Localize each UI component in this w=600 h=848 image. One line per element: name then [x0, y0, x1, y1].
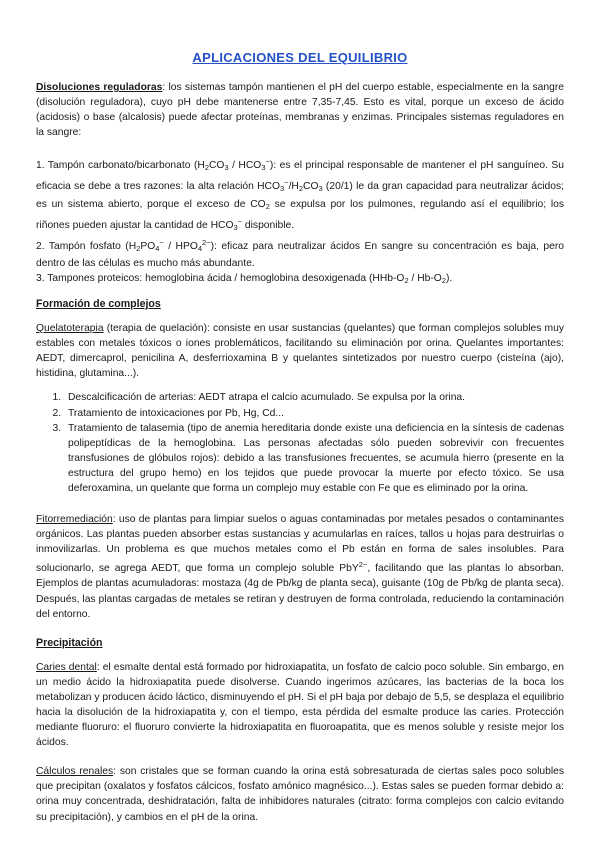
buffer-item-carbonate: 1. Tampón carbonato/bicarbonato $(H_2CO_3 / HCO_3^-)$: es el principal responsable de mantener el pH sanguíneo. Su eficacia se debe a tres razones: la alta relación $HCO_3^-/H_2CO_3$ (20/1) le da gran capacidad para neutralizar ácidos; es un sistema abierto, porque el exceso de $CO_2$ se expulsa por los pulmones, regulando así el equilibrio; los riñones pueden ajustar la cantidad de $HCO_3^-$ disponible.: [36, 157, 565, 232]
phytoremediation-paragraph: Fitorremediación: uso de plantas para limpiar suelos o aguas contaminadas por metales pesados o contaminantes orgánicos. Las plantas pueden absorber estas sustancias y acumularlas en raíces, tallos u hojas para destruirlas o inmovilizarlas. Un problema es que muchos metales como el Pb están en forma de sales insolubles. Para solucionarlo, se agrega AEDT, que forma un complejo soluble PbY$^{2-}$, facilitando que las plantas lo absorban. Ejemplos de plantas acumuladoras: mostaza (4g de Pb/kg de planta seca), guisante (10g de Pb/kg de planta seca). Después, las plantas cargadas de metales se retiran y destruyen de forma controlada, reduciendo la contaminación del entorno.: [36, 514, 564, 620]
caries-paragraph: Caries dental: el esmalte dental está formado por hidroxiapatita, un fosfato de calcio poco soluble. Sin embargo, en un medio ácido la hidroxiapatita puede disolverse. Cuando ingerimos azúcares, las bacterias de la boca los metabolizan y producen ácido láctico, disminuyendo el pH. Si el pH baja por debajo de 5,5, se desplaza el equilibrio hacia la disolución de la hidroxiapatita y, con el tiempo, esta pérdida del esmalte produce las caries. Protección mediante fluoruro: el fluoruro convierte la hidroxiapatita en fluoroapatita, que es menos soluble y resiste mejor los ácidos.: [36, 661, 564, 749]
buffer-intro-paragraph: Disoluciones reguladoras: los sistemas tampón mantienen el pH del cuerpo estable, especialmente en la sangre (disolución reguladora), cuyo pH debe mantenerse entre 7,35-7,45. Esto es vital, porque un exceso de ácido (acidosis) o base (alcalosis) puede afectar proteínas, membranas y enzimas. Principales sistemas reguladores en la sangre:: [36, 82, 564, 139]
term-disoluciones-reguladoras: Disoluciones reguladoras: [36, 82, 163, 93]
document-page: [36, 50, 564, 825]
term-quelatoterapia: Quelatoterapia: [36, 323, 104, 335]
document-title: APLICACIONES DEL EQUILIBRIO: [192, 50, 408, 65]
chelation-paragraph: Quelatoterapia (terapia de quelación): consiste en usar sustancias (quelantes) que forman complejos solubles muy estables con metales tóxicos o iones problemáticos, facilitando su eliminación por orina. Quelantes importantes: AEDT, dimercaprol, penicilina A, desferrioxamina B y quelantes sintetizados por nuestro cuerpo (cisteína (ajo), histidina, glutamina...).: [36, 323, 564, 380]
list-item: 1. Descalcificación de arterias: AEDT atrapa el calcio acumulado. Se expulsa por la orina.: [64, 390, 564, 405]
list-item: 3. Tratamiento de talasemia (tipo de anemia hereditaria donde existe una deficiencia en la síntesis de cadenas polipeptídicas de la hemoglobina. Las personas afectadas sólo pueden sobrevivir con frecuentes transfusiones de glóbulos rojos): debido a las transfusiones frecuentes, se acumula hierro (presente en la estructura del grupo hemo) en los tejidos que puede provocar la muerte por efecto tóxico. Se usa deferoxamina, un quelante que forma un complejo muy estable con Fe que es eliminado por la orina.: [64, 421, 564, 496]
section-heading-complejos: Formación de complejos: [36, 298, 161, 311]
term-calculos-renales: Cálculos renales: [36, 766, 114, 778]
buffer-item-phosphate: 2. Tampón fosfato $(H_2PO_4^- / HPO_4^{2-})$: eficaz para neutralizar ácidos En sangre su concentración es baja, pero dentro de las células es mucho más abundante.: [36, 237, 564, 269]
term-fitorremediacion: Fitorremediación: [36, 514, 113, 526]
chelation-uses-list: [36, 390, 564, 496]
section-heading-precipitacion: Precipitación: [36, 636, 103, 649]
term-caries-dental: Caries dental: [36, 661, 97, 673]
kidney-stones-paragraph: Cálculos renales: son cristales que se forman cuando la orina está sobresaturada de ciertas sales poco solubles que precipitan (oxalatos y fosfatos cálcicos, fosfato amónico magnésico...). Estas sales se pueden formar debido a: orina muy concentrada, deshidratación, falta de inhibidores naturales (citrato: forma complejos con calcio evitando su precipitación), y cambios en el pH de la orina.: [36, 766, 564, 823]
buffer-item-proteins: 3. Tampones proteicos: hemoglobina ácida / hemoglobina desoxigenada $(HHb-O_2 / Hb-O_2)$.: [36, 272, 453, 285]
list-item: 2. Tratamiento de intoxicaciones por Pb, Hg, Cd...: [64, 406, 564, 421]
